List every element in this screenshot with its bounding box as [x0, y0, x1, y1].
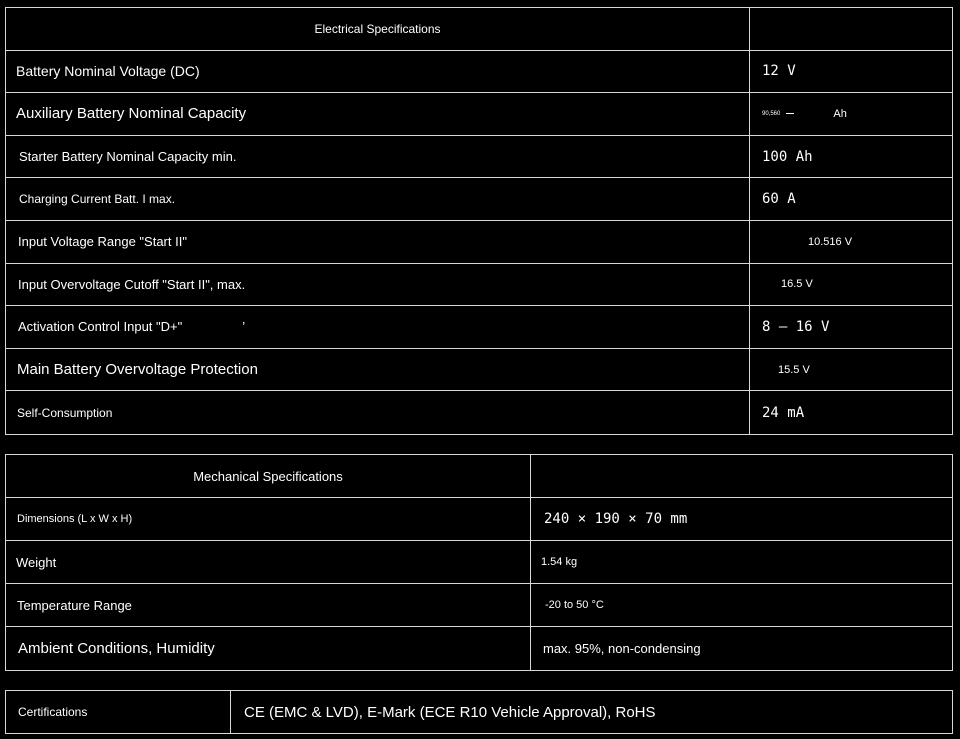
- spec-value: -20 to 50 °C: [545, 599, 604, 611]
- spec-value-unit: Ah: [833, 107, 847, 120]
- certifications-table: [5, 690, 953, 734]
- table-header: Electrical Specifications: [6, 8, 750, 50]
- spec-label-mark: ’: [242, 319, 246, 335]
- spec-value: CE (EMC & LVD), E-Mark (ECE R10 Vehicle Approval), RoHS: [244, 703, 656, 721]
- spec-value: 1.54 kg: [541, 556, 578, 568]
- table-row: [6, 691, 952, 733]
- spec-label: Self-Consumption: [6, 391, 750, 434]
- table-row: [6, 584, 952, 627]
- spec-label: Certifications: [6, 691, 231, 733]
- spec-value: [750, 93, 952, 135]
- spec-label: Main Battery Overvoltage Protection: [6, 349, 750, 391]
- spec-value: 60 A: [762, 191, 796, 208]
- table-header-empty: [750, 8, 952, 50]
- spec-label: Auxiliary Battery Nominal Capacity: [6, 93, 750, 135]
- spec-value: 24 mA: [762, 404, 805, 421]
- spec-value: 240 × 190 × 70 mm: [544, 511, 688, 527]
- table-row: [6, 264, 952, 307]
- table-row: [6, 93, 952, 136]
- table-row: [6, 391, 952, 434]
- spec-label: [6, 306, 750, 348]
- spec-value-small: 90,560: [762, 110, 781, 117]
- spec-label: Battery Nominal Voltage (DC): [6, 51, 750, 93]
- table-row: [6, 136, 952, 179]
- table-header: Mechanical Specifications: [6, 455, 531, 497]
- spec-value: 100 Ah: [762, 148, 813, 165]
- table-header-row: [6, 455, 952, 498]
- spec-label: Charging Current Batt. I max.: [6, 178, 750, 220]
- table-row: [6, 221, 952, 264]
- spec-value: 12 V: [762, 63, 796, 80]
- mechanical-specifications-table: [5, 454, 953, 671]
- spec-label: Starter Battery Nominal Capacity min.: [6, 136, 750, 178]
- table-row: [6, 627, 952, 670]
- spec-value: 16.5 V: [781, 278, 813, 291]
- spec-value: max. 95%, non-condensing: [543, 641, 701, 656]
- spec-label: Dimensions (L x W x H): [6, 498, 531, 540]
- dash-mark: [786, 113, 794, 114]
- table-header-row: [6, 8, 952, 51]
- table-row: [6, 178, 952, 221]
- spec-label: Temperature Range: [6, 584, 531, 626]
- spec-label: Input Overvoltage Cutoff "Start II", max.: [6, 264, 750, 306]
- spec-label: Ambient Conditions, Humidity: [6, 627, 531, 670]
- table-header-empty: [531, 455, 952, 497]
- spec-value: 8 – 16 V: [762, 318, 830, 335]
- table-row: [6, 306, 952, 349]
- spec-label: Input Voltage Range "Start II": [6, 221, 750, 263]
- spec-value: 10.516 V: [808, 235, 853, 248]
- spec-label: Weight: [6, 541, 531, 583]
- table-row: [6, 541, 952, 584]
- spec-label-text: Activation Control Input "D+": [18, 319, 183, 335]
- table-row: [6, 498, 952, 541]
- table-row: [6, 349, 952, 392]
- electrical-specifications-table: [5, 7, 953, 435]
- spec-value: 15.5 V: [778, 363, 810, 376]
- table-row: [6, 51, 952, 94]
